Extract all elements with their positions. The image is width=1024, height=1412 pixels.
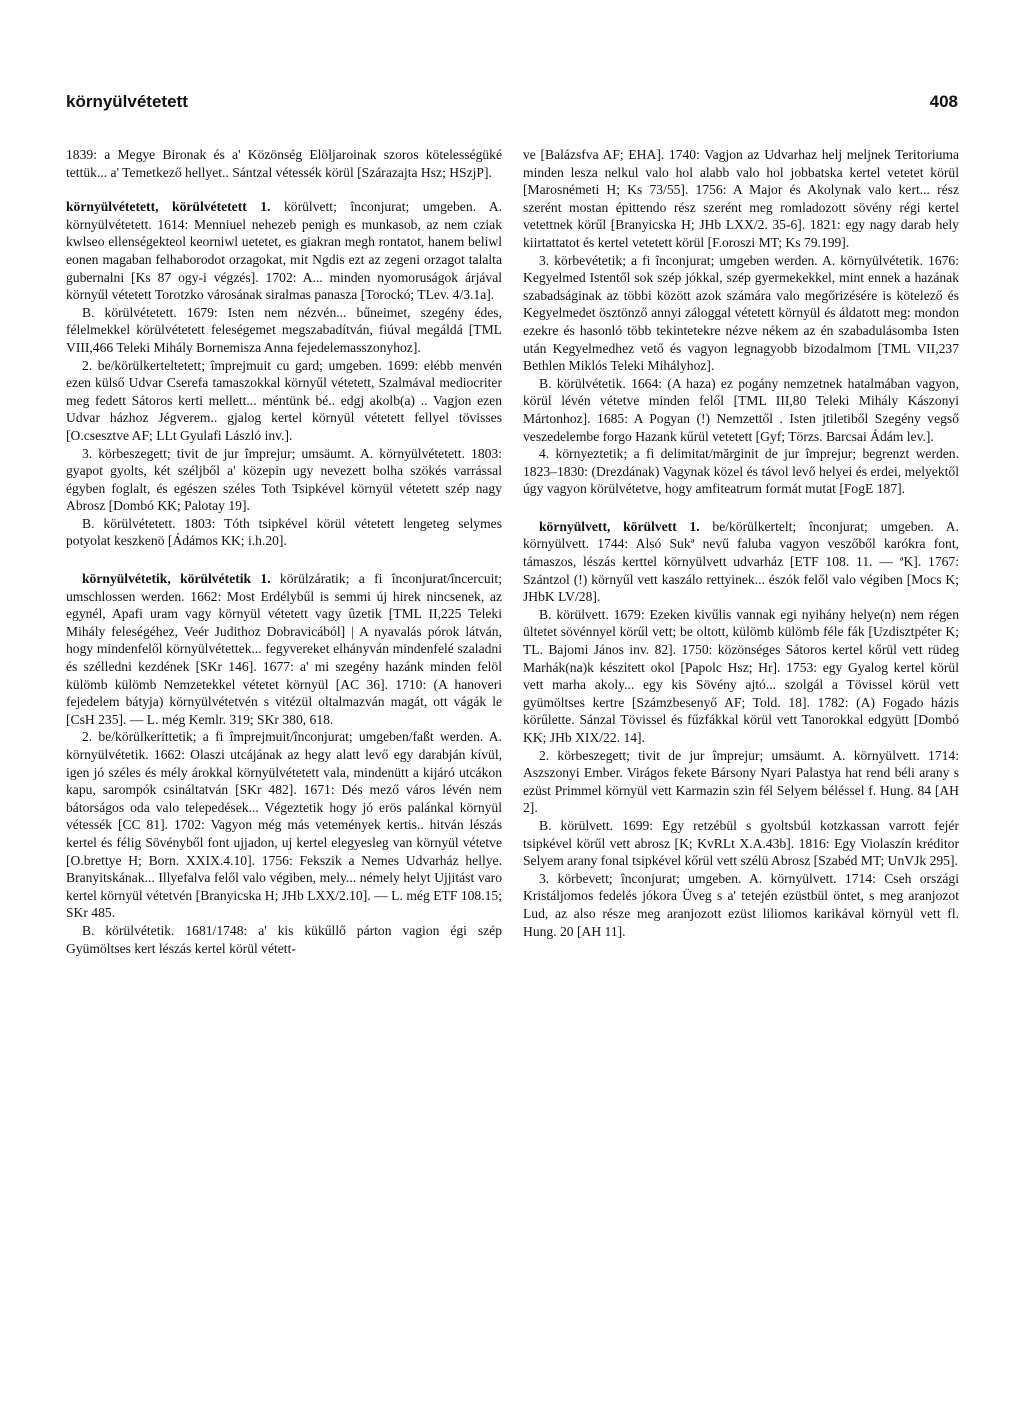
entry-paragraph (523, 518, 959, 606)
paragraph: 3. körbeszegett; tivit de jur împrejur; umsäumt. A. környülvétetett. 1803: gyapot gyolts, két széljből a' közepin ugy nevezett bolha szökés varrással égyben foglalt, és egészen széles Toth Tsipkével környül vétetett szép nagy Abrosz [Dombó KK; Palotay 19]. (66, 445, 502, 514)
paragraph: B. körülvétetett. 1803: Tóth tsipkével körül vétetett lengeteg selymes potyolat keszkenö [Ádámos KK; i.h.20]. (66, 515, 502, 549)
page-header (66, 92, 958, 120)
paragraph: B. körülvétetik. 1681/1748: a' kis kükűllő párton vagion égi szép Gyümöltses kert lészás kertel körül vétett- (66, 922, 502, 956)
running-head: környülvétetett (66, 92, 188, 111)
paragraph: 2. be/körülkeríttetik; a fi împrejmuit/înconjurat; umgeben/faßt werden. A. környülvétetik. 1662: Olaszi utcájának az hegy alatt levő egy darabján kívül, igen jó széles és mély árokkal környülvétetett vala, mindenütt a kijáró utcákon kapu, sarompók csináltatván [SKr 482]. 1671: Dés mező város lévén nem bátorságos oda valo telepedések... Végeztetik hogy jó erös palánkal környül vétessék [CC 81]. 1702: Vagyon még más vetemények kertis.. hitván lészás kertel és félig Sövényből font ujjadon, uj kertel elegyesleg van környül vétetve [O.brettye H; Born. XXIX.4.10]. 1756: Fekszik a Nemes Udvarház hellye. Branyitskának... Illyefalva felől valo végiben, mely... némely helyt Ujjitást varo kertel környül vétetvén [Branyicska H; JHb LXX/2.10]. — L. még ETF 108.15; SKr 485. (66, 729, 502, 921)
paragraph: 2. be/körülkerteltetett; împrejmuit cu gard; umgeben. 1699: elébb menvén ezen külső Udvar Cserefa tamaszokkal környűl vétetett, Szalmával mediocriter meg fedett Sátoros kerti mellett... méntünk bé.. edgj akolb(a) .. Vagjon ezen Udvar házhoz Jégverem.. gjalog kertel környül vétetett fellyel tövisses [O.csesztve AF; LLt Gyulafi László inv.]. (66, 357, 502, 443)
right-column (523, 146, 959, 940)
headword: környülvétetett, körülvétetett 1. (66, 199, 271, 215)
page-number: 408 (929, 92, 958, 111)
paragraph: 3. körbevett; înconjurat; umgeben. A. környülvett. 1714: Cseh országi Kristáljomos fedelés jókora Üveg s a' tetején ezüstbül öntet, s meg aranjozot Lud, az also része meg aranjozott ezüst liliomos karikával környül vett fl. Hung. 20 [AH 11]. (523, 870, 959, 939)
paragraph: 2. körbeszegett; tivit de jur împrejur; umsäumt. A. környülvett. 1714: Aszszonyi Ember. Virágos fekete Bársony Nyari Palastya hat rend béli arany s ezüst Primmel környül vett Karmazin szin fél Selyem béléssel f. Hung. 84 [AH 2]. (523, 747, 959, 816)
entry-text: körülzáratik; a fi înconjurat/încercuit; umschlossen werden. 1662: Most Erdélybűl is semmi új hirek nincsenek, az egynél, Apafi uram vagy környül vétetett vagy ûzetik [TML II,225 Teleki Mihály feleségéhez, Veér Judithoz Dobravicából] | A nyavalás pórok látván, hogy mindenfelől környülvétettek... fegyvereket elhányván mindenfelé szaladni és széllednі kezdének [SKr 146]. 1677: a' mi szegény hazánk minden felöl külömb külömb Nemzetekkel vétetet környül [AC 36]. 1710: (A hanoveri fejedelem bátyja) környülvétetvén s vitézül oltalmazván magát, ott vágák le [CsH 235]. — L. még Kemlr. 319; SKr 380, 618. (66, 571, 502, 727)
left-column (66, 146, 502, 957)
paragraph: B. körülvétetik. 1664: (A haza) ez pogány nemzetnek hatalmában vagyon, körül lévén vétetve minden felől [TML III,80 Teleki Mihály Kászonyi Mártonhoz]. 1685: A Pogyan (!) Nemzettől . Isten jtiletiből Szegény vegső veszedelembe forgo Hazank kűrül vetetett [Gyf; Törzs. Barcsai Ádám lev.]. (523, 375, 959, 444)
paragraph: 4. környeztetik; a fi delimitat/mărginit de jur împrejur; begrenzt werden. 1823–1830: (Drezdának) Vagynak közel és távol levő helyei és erdei, melyektől úgy vagyon körülvétetve, hogy amfiteatrum formát mutat [FogE 187]. (523, 446, 959, 497)
entry-text: körülvett; înconjurat; umgeben. A. környülvétetett. 1614: Menniuel nehezeb penigh es munkasob, az nem cziak kwlseo ellenségekteol keorniwl uetetet, es giakran megh rontatot, hanem beliwl eonen magaban felhaborodot orzagokat, mit Ngdis ezt az zegeni orzagot talalta gubernalni [Ks 87 ogy-i végzés]. 1702: A... minden nyomoruságok árjával környűl vétetett Torotzko városának siralmas panasza [Torockó; TLev. 4/3.1a]. (66, 199, 502, 303)
paragraph: B. körülvett. 1699: Egy retzébül s gyoltsbúl kotzkassan varrott fejér tsipkével körűl vett abrosz [K; KvRLt X.A.43b]. 1816: Egy Violaszín kréditor Selyem arany fonal tsipkével kőrül vett szélü Abrosz [Szabéd MT; UnVJk 295]. (523, 817, 959, 869)
entry-text: be/körülkertelt; înconjurat; umgeben. A. környülvett. 1744: Alsó Sukª nevű faluba vagyon veszőből karókra font, támaszos, lészás kerttel környülvett udvarház [ETF 108. 11. — ªK]. 1767: Szántzol (!) környűl vett kaszálo rettyinek... észók felől valo végiben [Mocs K; JHbK LV/28]. (523, 518, 959, 605)
headword: környülvett, körülvett 1. (539, 518, 700, 534)
paragraph: 1839: a Megye Bironak és a' Közönség Elöljaroinak szoros kötelességüké tettük... a' Temetkező hellyet.. Sántzal vétessék körül [Szárazajta Hsz; HSzjP]. (66, 147, 502, 180)
entry-paragraph (66, 198, 502, 304)
paragraph: B. körülvett. 1679: Ezeken kivűlis vannak egi nyihány helye(n) nem régen ültetet sövénnyel körűl vett; be oltott, külömb külömb féle fák [Uzdisztpéter K; TL. Bajomi János inv. 82]. 1750: közönséges Sátoros kertel kőrül vett rüdeg Marhák(na)k készitett okol [Papolc Hsz; Hr]. 1753: egy Gyalog kertel körül vett marha akoly... egy kis Sövény ajtó... szolgál a Tövissel körül vett gyümöltses kertre [Számzbesenyő AF; Told. 18]. 1782: (A) Fogado házis körűlette. Sánzal Tövissel és fűzfákkal körül vett Tanorokkal edgyütt [Dombó KK; JHb XIX/22. 14]. (523, 606, 959, 745)
paragraph: ve [Balázsfva AF; EHA]. 1740: Vagjon az Udvarhaz helj meljnek Teritoriuma minden lesza nelkul valo hol alabb valo hol jobbatska kertel vetetet körül [Marosnémeti H; Ks 73/55]. 1756: A Major és Akolynak valo kert... rész szerént mostan épittendo rész szerént meg romladozott sövény régi kertel vetettnek körűl [Branyicska H; JHb LXX/2. 35-6]. 1821: egy nagy darab hely kiirtattatot és kertel vetetett körül [F.oroszi MT; Ks 79.199]. (523, 147, 959, 250)
paragraph: B. körülvétetett. 1679: Isten nem nézvén... bűneimet, szegény édes, félelmekkel körülvétetett feleségemet megszabadítván, fiúval megáldá [TML VIII,466 Teleki Mihály Bornemisza Anna fejedelemasszonyhoz]. (66, 304, 502, 355)
entry-paragraph (66, 570, 502, 728)
headword: környülvétetik, körülvétetik 1. (82, 571, 271, 587)
paragraph: 3. körbevétetik; a fi înconjurat; umgeben werden. A. környülvétetik. 1676: Kegyelmed Istentől sok szép jókkal, szép gyermekekkel, mint ennek a hazának szabadságinak az többi között azok számára valo megőrizésére is kötelező és Kegyelmedet ösztönző annyi záloggal vétetett környül és áldatott meg: mondon ezekre és hasonló több tekintetekre nézve nékem az én szabadulásomba Isten után Kegyelmedhez vető és vagyon legnagyobb bizodalmom [TML VII,237 Bethlen Miklós Teleki Mihályhoz]. (523, 252, 959, 374)
